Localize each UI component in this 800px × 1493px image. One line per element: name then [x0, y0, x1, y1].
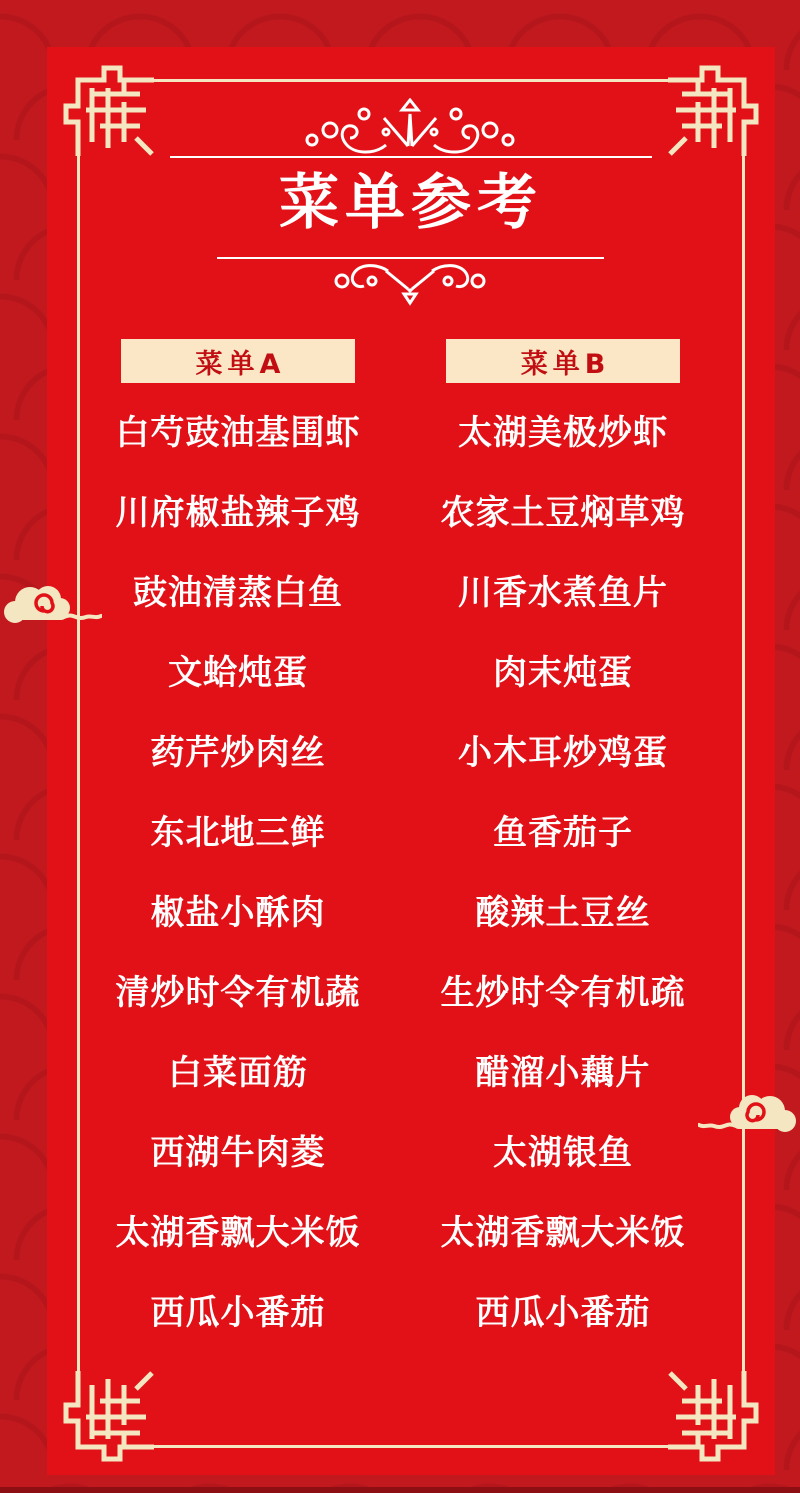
- menu-item: 醋溜小藕片: [475, 1053, 651, 1093]
- menu-item: 鱼香茄子: [493, 813, 633, 853]
- swirl-flourish-icon: [320, 261, 500, 307]
- title-divider-bottom: [217, 257, 604, 259]
- menu-item: 太湖香飘大米饭: [440, 1213, 686, 1253]
- menu-item: 酸辣土豆丝: [475, 893, 651, 933]
- menu-a-header-chip: 菜单A: [121, 339, 355, 383]
- menu-item: 药芹炒肉丝: [150, 733, 326, 773]
- menu-item: 川府椒盐辣子鸡: [115, 493, 361, 533]
- menu-item: 白芍豉油基围虾: [115, 413, 361, 453]
- menu-item: 太湖银鱼: [493, 1133, 633, 1173]
- chinese-knot-corner-icon: [668, 1371, 764, 1467]
- menu-item: 西瓜小番茄: [475, 1293, 651, 1333]
- frame-line-bottom: [148, 1445, 672, 1448]
- menu-item: 文蛤炖蛋: [168, 653, 308, 693]
- title-divider-top: [170, 156, 652, 158]
- menu-item: 豉油清蒸白鱼: [133, 573, 343, 613]
- menu-item: 川香水煮鱼片: [458, 573, 668, 613]
- menu-item: 西湖牛肉菱: [150, 1133, 326, 1173]
- menu-item: 清炒时令有机蔬: [115, 973, 361, 1013]
- chinese-knot-corner-icon: [58, 1371, 154, 1467]
- menu-item: 小木耳炒鸡蛋: [458, 733, 668, 773]
- menu-item: 太湖美极炒虾: [458, 413, 668, 453]
- swirl-flourish-icon: [290, 98, 530, 156]
- menu-item: 农家土豆焖草鸡: [440, 493, 686, 533]
- frame-line-top: [148, 79, 672, 82]
- menu-item: 东北地三鲜: [150, 813, 326, 853]
- menu-item: 肉末炖蛋: [493, 653, 633, 693]
- menu-column-a: [73, 339, 403, 1353]
- chinese-knot-corner-icon: [58, 60, 154, 156]
- frame-line-right: [742, 150, 745, 1377]
- menu-b-list: [398, 393, 728, 1353]
- bottom-edge-strip: [0, 1487, 800, 1493]
- page-title: 菜单参考: [279, 168, 543, 238]
- menu-item: 太湖香飘大米饭: [115, 1213, 361, 1253]
- menu-b-header-chip: 菜单B: [446, 339, 680, 383]
- menu-item: 白菜面筋: [168, 1053, 308, 1093]
- chinese-knot-corner-icon: [668, 60, 764, 156]
- menu-item: 西瓜小番茄: [150, 1293, 326, 1333]
- menu-column-b: [398, 339, 728, 1353]
- menu-item: 生炒时令有机疏: [440, 973, 686, 1013]
- menu-a-list: [73, 393, 403, 1353]
- menu-item: 椒盐小酥肉: [150, 893, 326, 933]
